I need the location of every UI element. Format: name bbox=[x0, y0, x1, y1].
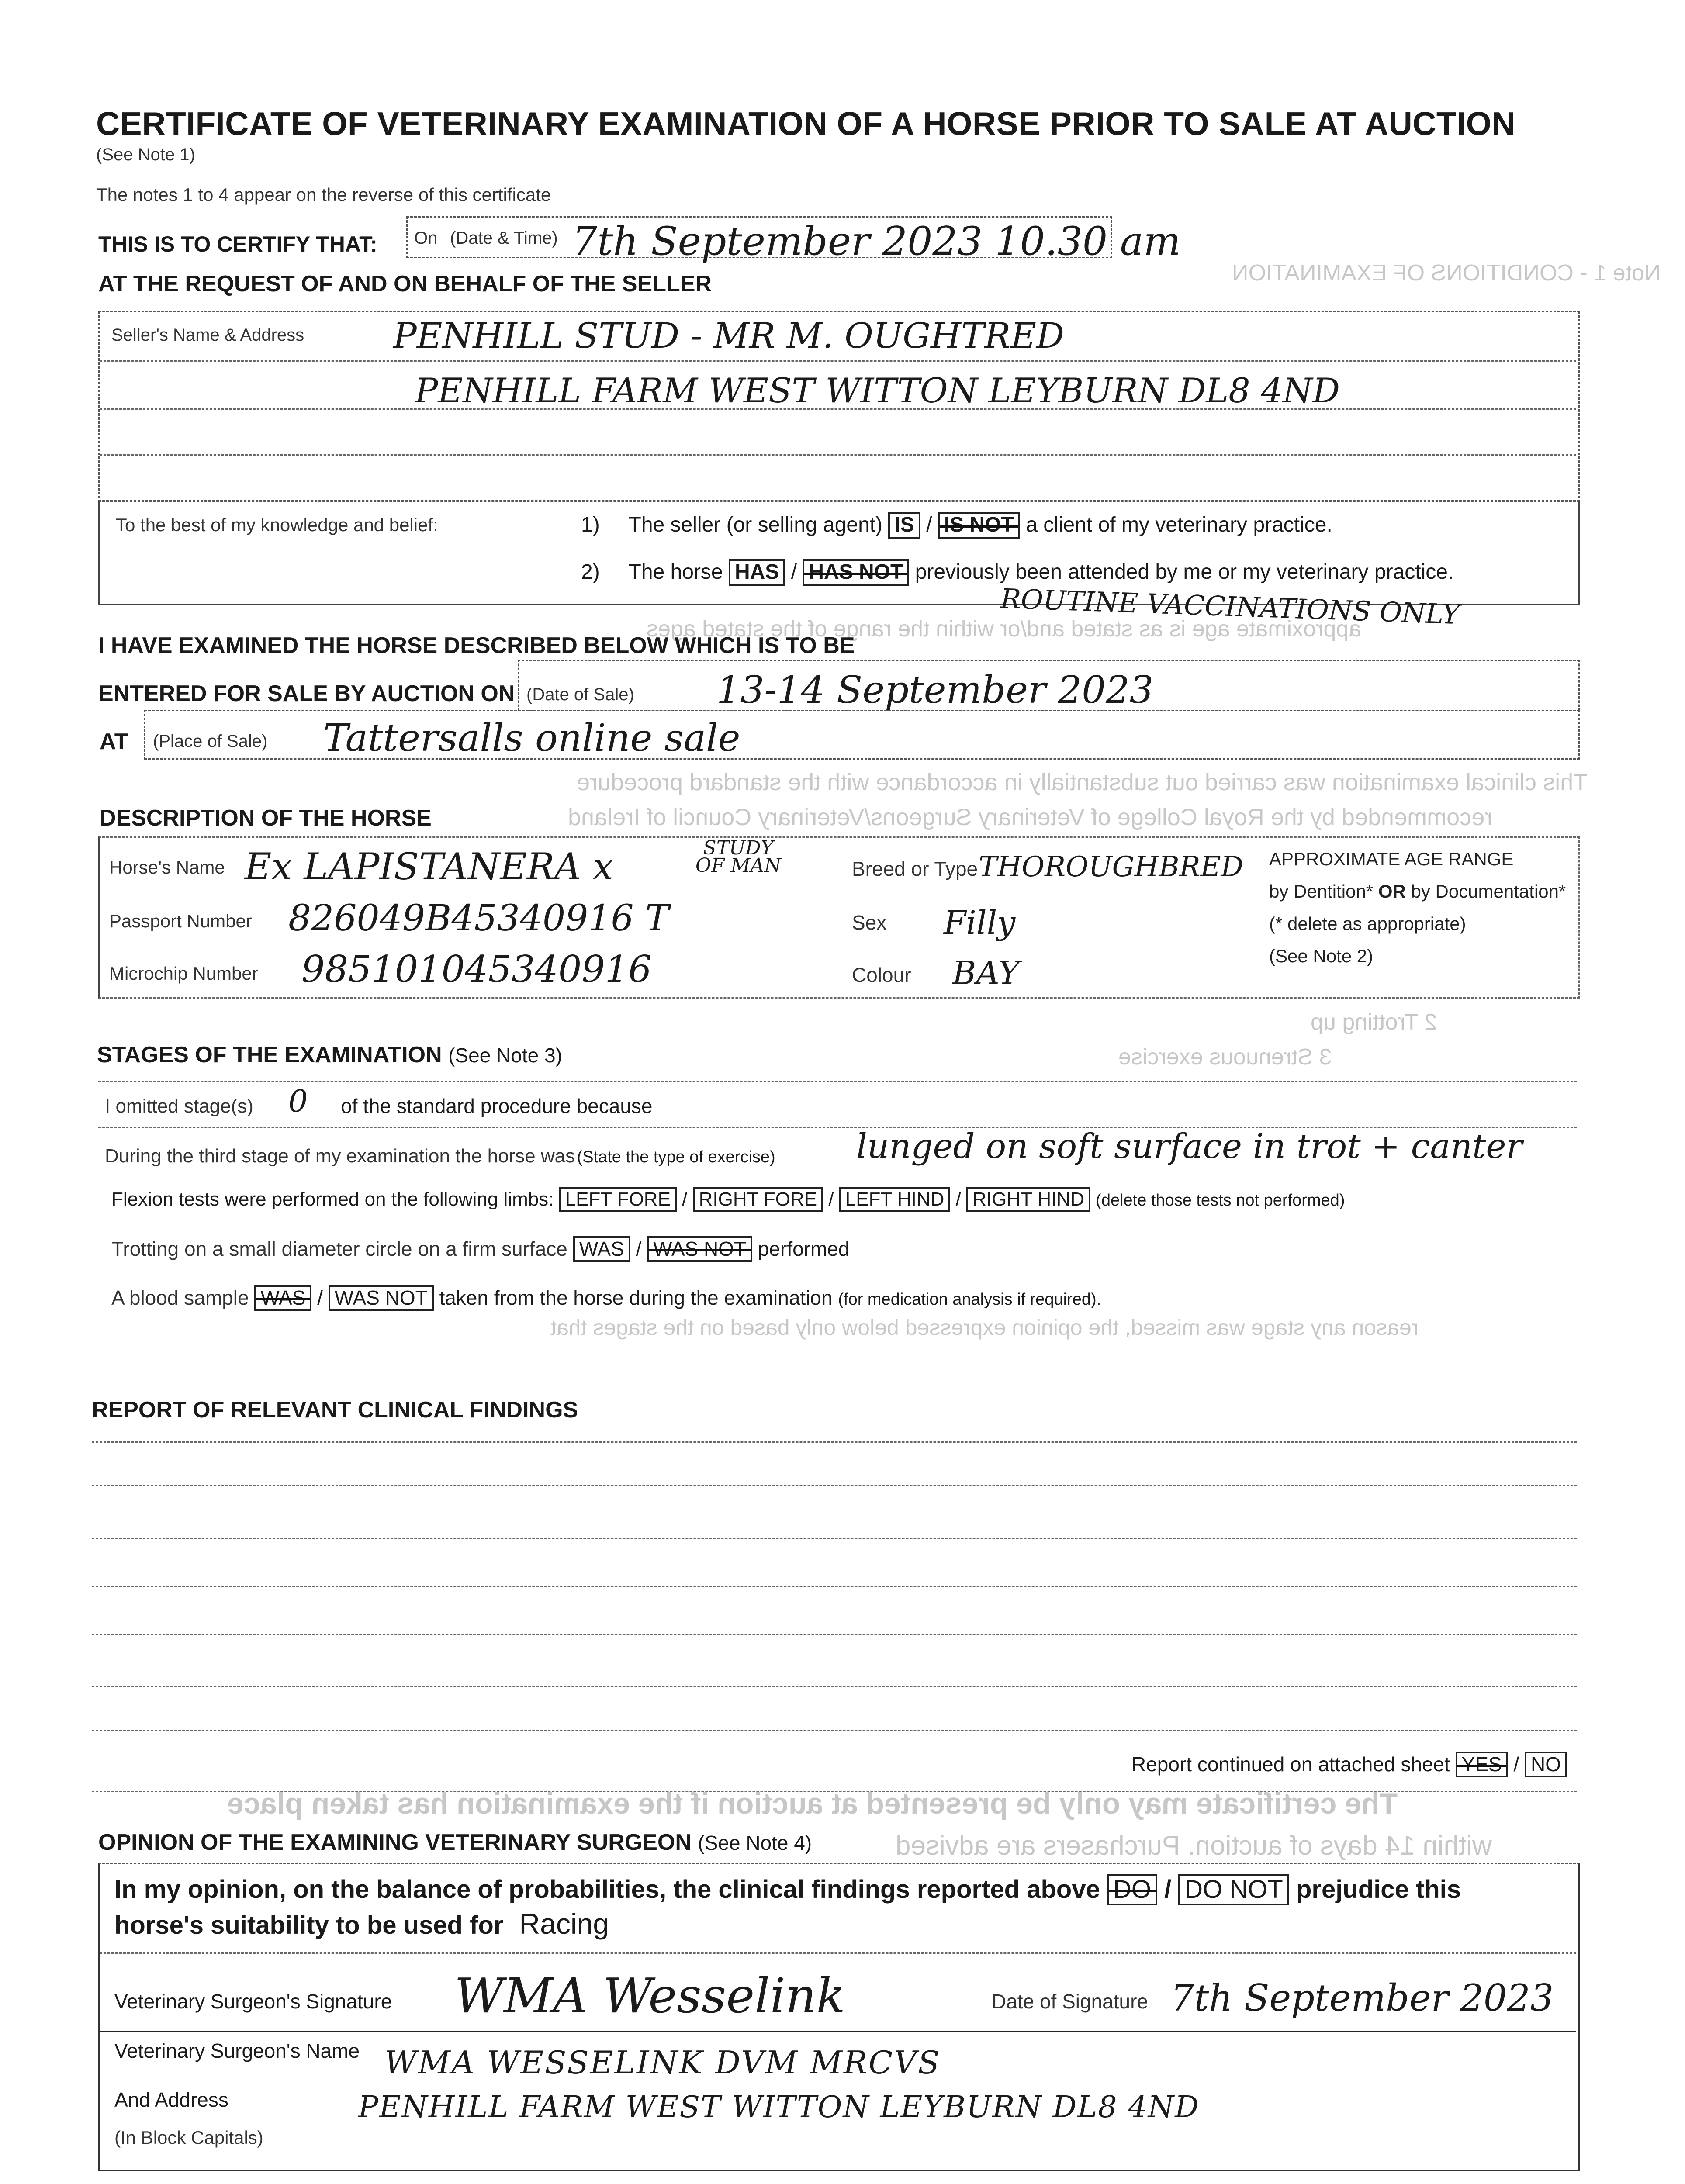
vet-address-label: And Address bbox=[114, 2088, 228, 2111]
trotting-label: Trotting on a small diameter circle on a firm surface bbox=[111, 1237, 567, 1260]
item2-tail: previously been attended by me or my veterinary practice. bbox=[915, 560, 1454, 584]
flexion-line: Flexion tests were performed on the following limbs: LEFT FORE / RIGHT FORE / LEFT HIND / RIGHT HIND (delete those tests not performed) bbox=[111, 1187, 1345, 1212]
opinion-rule-2 bbox=[100, 2031, 1576, 2032]
signature-label: Veterinary Surgeon's Signature bbox=[114, 1990, 392, 2013]
item2-number: 2) bbox=[581, 560, 600, 584]
opinion-heading bbox=[98, 1829, 812, 1856]
third-stage-line bbox=[105, 1145, 775, 1167]
horse-name-label: Horse's Name bbox=[109, 857, 225, 878]
age-heading: APPROXIMATE AGE RANGE bbox=[1269, 849, 1514, 869]
report-continued-line: Report continued on attached sheet YES / NO bbox=[1131, 1752, 1567, 1777]
item1-text: The seller (or selling agent) bbox=[628, 513, 883, 536]
sex-label: Sex bbox=[852, 911, 887, 934]
bleed-through-5: 2 Trotting up bbox=[1311, 1009, 1437, 1035]
age-delete-note: (* delete as appropriate) bbox=[1269, 913, 1466, 934]
opinion-note: (See Note 4) bbox=[698, 1832, 812, 1854]
bleed-through-6: 3 Strenuous exercise bbox=[1118, 1044, 1332, 1070]
signature-date-value: 7th September 2023 bbox=[1171, 1977, 1554, 2019]
seller-rule-1 bbox=[100, 360, 1576, 362]
sex-value: Filly bbox=[944, 904, 1016, 942]
client-statement: 1) The seller (or selling agent) IS / IS NOT a client of my veterinary practice. bbox=[581, 512, 1332, 539]
stages-heading-text: STAGES OF THE EXAMINATION bbox=[97, 1042, 442, 1068]
bleed-through-1: Note 1 - CONDITIONS OF EXAMINATION bbox=[1232, 260, 1661, 286]
age-by-documentation: by Documentation* bbox=[1411, 881, 1566, 902]
seller-address-value: PENHILL FARM WEST WITTON LEYBURN DL8 4ND bbox=[415, 371, 1340, 411]
third-stage-value: lunged on soft surface in trot + canter bbox=[856, 1127, 1522, 1166]
report-rule-1 bbox=[92, 1441, 1577, 1443]
age-see-note: (See Note 2) bbox=[1269, 946, 1374, 966]
datetime-value: 7th September 2023 10.30 am bbox=[572, 218, 1181, 264]
opinion-text-1: In my opinion, on the balance of probabilities, the clinical findings reported above bbox=[114, 1875, 1100, 1904]
bleed-through-3: This clinical examination was carried out substantially in accordance with the standard procedure bbox=[577, 769, 1588, 795]
description-heading: DESCRIPTION OF THE HORSE bbox=[100, 805, 432, 831]
omitted-tail: of the standard procedure because bbox=[341, 1095, 653, 1117]
routine-vaccinations-note: ROUTINE VACCINATIONS ONLY bbox=[1000, 582, 1460, 631]
age-by-line bbox=[1269, 875, 1566, 908]
age-by-dentition: by Dentition* bbox=[1269, 881, 1374, 902]
passport-value: 826049B45340916 T bbox=[288, 898, 669, 939]
stages-rule-1 bbox=[98, 1081, 1577, 1082]
seller-name-value: PENHILL STUD - MR M. OUGHTRED bbox=[393, 315, 1065, 356]
on-label: On bbox=[414, 228, 438, 248]
report-rule-5 bbox=[92, 1634, 1577, 1635]
report-rule-8 bbox=[92, 1791, 1577, 1792]
omitted-label: I omitted stage(s) bbox=[105, 1095, 253, 1117]
seller-label: Seller's Name & Address bbox=[111, 325, 304, 345]
blood-hint: (for medication analysis if required). bbox=[838, 1290, 1101, 1309]
report-rule-3 bbox=[92, 1538, 1577, 1539]
report-rule-7 bbox=[92, 1730, 1577, 1731]
bleed-through-4: recommended by the Royal College of Veterinary Surgeons/Veterinary Council of Ireland bbox=[568, 804, 1493, 830]
report-yes-option[interactable]: YES bbox=[1456, 1752, 1508, 1777]
entered-label: ENTERED FOR SALE BY AUCTION ON bbox=[98, 681, 515, 706]
knowledge-label: To the best of my knowledge and belief: bbox=[116, 515, 438, 535]
item2-text: The horse bbox=[628, 560, 723, 584]
flexion-right-hind[interactable]: RIGHT HIND bbox=[966, 1187, 1090, 1212]
report-rule-6 bbox=[92, 1686, 1577, 1687]
trotting-line: Trotting on a small diameter circle on a firm surface WAS / WAS NOT performed bbox=[111, 1236, 850, 1262]
stages-note: (See Note 3) bbox=[448, 1044, 562, 1067]
has-option[interactable]: HAS bbox=[729, 559, 785, 586]
vet-address-value: PENHILL FARM WEST WITTON LEYBURN DL8 4ND bbox=[358, 2090, 1200, 2125]
request-label: AT THE REQUEST OF AND ON BEHALF OF THE SELLER bbox=[98, 271, 712, 297]
examined-label: I HAVE EXAMINED THE HORSE DESCRIBED BELOW WHICH IS TO BE bbox=[98, 633, 855, 658]
blood-label: A blood sample bbox=[111, 1286, 249, 1309]
signature-value: WMA Wesselink bbox=[454, 1968, 846, 2024]
date-of-sale-value: 13-14 September 2023 bbox=[716, 668, 1154, 712]
flexion-left-hind[interactable]: LEFT HIND bbox=[839, 1187, 951, 1212]
trotting-tail: performed bbox=[758, 1237, 850, 1260]
attended-statement: 2) The horse HAS / HAS NOT previously been attended by me or my veterinary practice. bbox=[581, 559, 1453, 586]
place-of-sale-value: Tattersalls online sale bbox=[323, 716, 740, 760]
opinion-text-3: horse's suitability to be used for bbox=[114, 1911, 504, 1939]
opinion-rule-1 bbox=[100, 1952, 1576, 1954]
certificate-title: CERTIFICATE OF VETERINARY EXAMINATION OF A HORSE PRIOR TO SALE AT AUCTION bbox=[96, 105, 1516, 142]
blood-sample-line: A blood sample WAS / WAS NOT taken from the horse during the examination (for medication analysis if required). bbox=[111, 1285, 1101, 1311]
vet-name-label: Veterinary Surgeon's Name bbox=[114, 2039, 360, 2062]
opinion-text-2: prejudice this bbox=[1296, 1875, 1461, 1904]
bleed-through-8: The certificate may only be presented at auction if the examination has taken place bbox=[227, 1787, 1398, 1820]
datetime-label: (Date & Time) bbox=[450, 228, 558, 248]
date-of-sale-label: (Date of Sale) bbox=[526, 685, 634, 704]
horse-name-sire: STUDY OF MAN bbox=[695, 837, 781, 877]
blood-was-not-option[interactable]: WAS NOT bbox=[329, 1285, 434, 1311]
is-option[interactable]: IS bbox=[888, 512, 920, 539]
microchip-value: 985101045340916 bbox=[301, 948, 652, 991]
stages-heading bbox=[97, 1042, 562, 1068]
flexion-right-fore[interactable]: RIGHT FORE bbox=[693, 1187, 823, 1212]
blood-tail: taken from the horse during the examination bbox=[439, 1286, 833, 1309]
flexion-left-fore[interactable]: LEFT FORE bbox=[559, 1187, 677, 1212]
age-or: OR bbox=[1378, 881, 1406, 902]
horse-name-value: Ex LAPISTANERA x bbox=[245, 845, 613, 888]
bleed-through-7: reason any stage was missed, the opinion expressed below only based on the stages that bbox=[550, 1315, 1419, 1340]
third-stage-hint: (State the type of exercise) bbox=[577, 1148, 775, 1166]
item1-tail: a client of my veterinary practice. bbox=[1026, 513, 1332, 536]
opinion-do-option[interactable]: DO bbox=[1107, 1874, 1157, 1905]
flexion-tail: (delete those tests not performed) bbox=[1096, 1191, 1345, 1209]
is-not-option[interactable]: IS NOT bbox=[938, 512, 1020, 539]
opinion-do-not-option[interactable]: DO NOT bbox=[1178, 1874, 1289, 1905]
age-range-block bbox=[1269, 843, 1566, 972]
vet-name-value: WMA WESSELINK DVM MRCVS bbox=[384, 2044, 941, 2081]
notes-line: The notes 1 to 4 appear on the reverse of this certificate bbox=[96, 184, 551, 205]
microchip-label: Microchip Number bbox=[109, 963, 258, 984]
breed-label: Breed or Type bbox=[852, 857, 978, 880]
omitted-value: 0 bbox=[288, 1083, 308, 1119]
blood-was-option[interactable]: WAS bbox=[254, 1285, 311, 1311]
bleed-through-9: within 14 days of auction. Purchasers are advised bbox=[896, 1831, 1492, 1861]
certify-label: THIS IS TO CERTIFY THAT: bbox=[98, 232, 377, 256]
trotting-was-not-option[interactable]: WAS NOT bbox=[647, 1236, 752, 1262]
report-no-option[interactable]: NO bbox=[1525, 1752, 1567, 1777]
has-not-option[interactable]: HAS NOT bbox=[803, 559, 909, 586]
signature-date-label: Date of Signature bbox=[992, 1990, 1149, 2013]
report-rule-4 bbox=[92, 1586, 1577, 1587]
opinion-line-1: In my opinion, on the balance of probabilities, the clinical findings reported above DO / DO NOT prejudice this bbox=[114, 1874, 1461, 1905]
report-heading: REPORT OF RELEVANT CLINICAL FINDINGS bbox=[92, 1397, 578, 1423]
place-of-sale-label: (Place of Sale) bbox=[153, 732, 268, 751]
vet-caps-label: (In Block Capitals) bbox=[114, 2127, 263, 2148]
report-rule-2 bbox=[92, 1485, 1577, 1486]
at-label: AT bbox=[100, 729, 128, 754]
item1-number: 1) bbox=[581, 513, 600, 536]
colour-value: BAY bbox=[952, 954, 1020, 992]
breed-value: THOROUGHBRED bbox=[979, 851, 1243, 883]
report-continued-label: Report continued on attached sheet bbox=[1131, 1753, 1450, 1776]
trotting-was-option[interactable]: WAS bbox=[573, 1236, 630, 1262]
see-note-1: (See Note 1) bbox=[96, 145, 195, 164]
colour-label: Colour bbox=[852, 964, 911, 986]
passport-label: Passport Number bbox=[109, 911, 252, 931]
flexion-label: Flexion tests were performed on the following limbs: bbox=[111, 1189, 554, 1210]
third-stage-label: During the third stage of my examination the horse was bbox=[105, 1145, 575, 1167]
opinion-line-2 bbox=[114, 1907, 609, 1940]
opinion-heading-text: OPINION OF THE EXAMINING VETERINARY SURGEON bbox=[98, 1830, 692, 1855]
bleed-through-2: approximate age is as stated and/or within the range of the stated ages bbox=[647, 616, 1362, 642]
opinion-use: Racing bbox=[519, 1908, 609, 1940]
seller-rule-3 bbox=[100, 454, 1576, 456]
